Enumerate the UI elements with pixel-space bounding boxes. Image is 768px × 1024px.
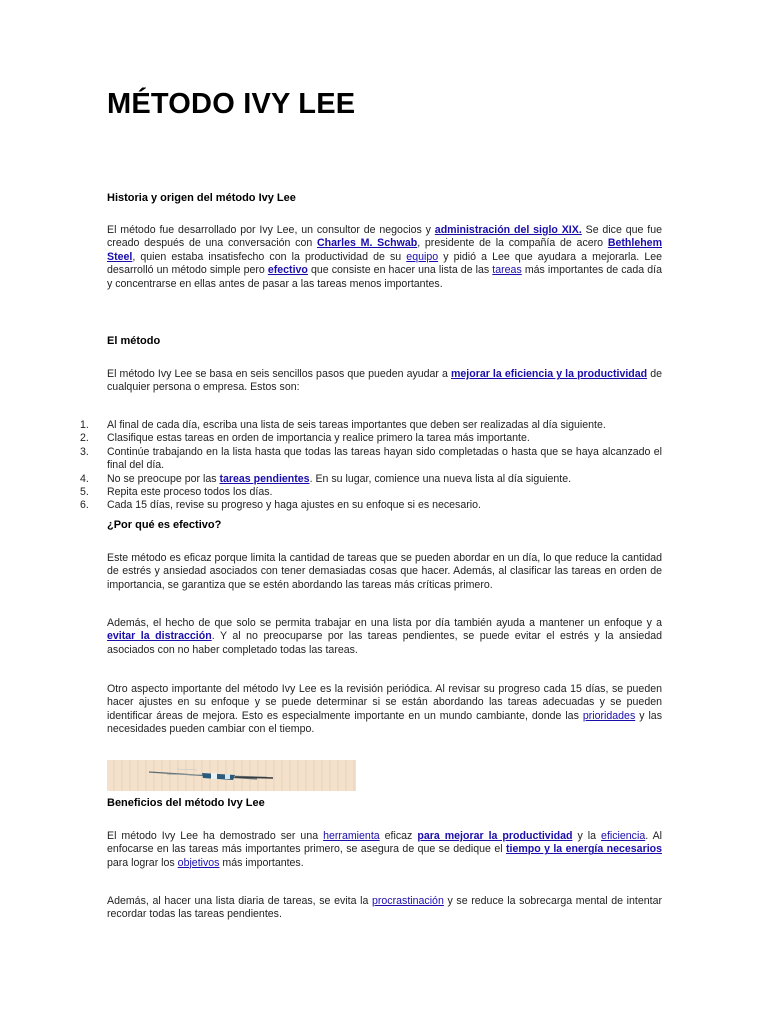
link-herramienta[interactable]: herramienta [323,830,380,842]
list-item: 4. No se preocupe por las tareas pendientes. En su lugar, comience una nueva lista al día siguiente. [80,472,572,485]
link-prioridades[interactable]: prioridades [582,709,636,722]
link-equipo[interactable]: equipo [406,250,439,263]
link-mejorar-productividad[interactable]: para mejorar la productividad [417,830,573,842]
paragraph-revision: Otro aspecto importante del método Ivy Lee es la revisión periódica. Al revisar su progreso cada 15 días, se pueden hacer ajustes en su enfoque y se puede determinar si se están abordando las tareas adecuadas y se pueden identificar áreas de mejora. Esto es especialmente importante en un mundo cambiante, donde las prioridades y las necesidades pueden cambiar con el tiempo. [107,683,662,736]
link-tareas[interactable]: tareas [492,264,522,277]
heading-por-que: ¿Por qué es efectivo? [107,519,222,531]
list-item: 1. Al final de cada día, escriba una lista de seis tareas importantes que deben ser realizadas al día siguiente. [80,419,606,431]
link-efectivo[interactable]: efectivo [267,264,308,277]
heading-beneficios: Beneficios del método Ivy Lee [107,797,265,809]
link-tareas-pendientes[interactable]: tareas pendientes [219,472,310,485]
paragraph-metodo: El método Ivy Lee se basa en seis sencillos pasos que pueden ayudar a mejorar la eficiencia y la productividad de cualquier persona o empresa. Estos son: [107,368,662,394]
link-eficiencia[interactable]: eficiencia [601,830,646,842]
link-bethlehem-steel[interactable]: Bethlehem Steel [107,237,662,263]
link-mejorar-eficiencia[interactable]: mejorar la eficiencia y la productividad [451,368,648,380]
paragraph-procrastinacion: Además, al hacer una lista diaria de tareas, se evita la procrastinación y se reduce la sobrecarga mental de intentar recordar todas las tareas pendientes. [107,895,662,921]
heading-el-metodo: El método [107,335,161,347]
link-procrastinacion[interactable]: procrastinación [372,895,444,907]
paragraph-enfoque: Además, el hecho de que solo se permita trabajar en una lista por día también ayuda a mantener un enfoque y a evitar la distracción. Y al no preocuparse por las tareas pendientes, se puede evitar el estrés y la ansiedad asociados con no haber completado todas las tareas. [107,617,662,656]
pen-illustration [107,760,356,791]
paragraph-beneficios: El método Ivy Lee ha demostrado ser una herramienta eficaz para mejorar la productividad y la eficiencia. Al enfocarse en las tareas más importantes primero, se asegura de que se dedique el tiempo y la energía necesarios para lograr los objetivos más importantes. [107,830,663,869]
link-charles-schwab[interactable]: Charles M. Schwab [317,237,418,250]
link-tiempo-energia[interactable]: tiempo y la energía necesarios [505,843,662,856]
link-evitar-distraccion[interactable]: evitar la distracción [107,630,212,643]
link-administracion[interactable]: administración del siglo XIX. [434,224,582,236]
steps-list [80,419,662,513]
list-item: 5. Repita este proceso todos los días. [80,486,273,499]
paragraph-historia: El método fue desarrollado por Ivy Lee, un consultor de negocios y administración del siglo XIX. Se dice que fue creado después de una conversación con Charles M. Schwab, presidente de la compañía de acero Bethlehem Steel, quien estaba insatisfecho con la productividad de su equipo y pidió a Lee que ayudara a mejorarla. Lee desarrolló un método simple pero efectivo que consiste en hacer una lista de las tareas más importantes de cada día y concentrarse en ellas antes de pasar a las tareas menos importantes. [107,224,663,290]
heading-historia: Historia y origen del método Ivy Lee [107,192,296,204]
page-title: MÉTODO IVY LEE [107,88,356,120]
banner-image [107,760,356,791]
link-objetivos[interactable]: objetivos [177,856,220,869]
list-item: 3. Continúe trabajando en la lista hasta que todas las tareas hayan sido completadas o hasta que se haya alcanzado el final del día. [80,445,662,472]
list-item: 6. Cada 15 días, revise su progreso y haga ajustes en su enfoque si es necesario. [80,499,481,512]
paragraph-eficaz: Este método es eficaz porque limita la cantidad de tareas que se pueden abordar en un día, lo que reduce la cantidad de estrés y ansiedad asociados con tener demasiadas cosas que hacer. Además, al clasificar las tareas en orden de importancia, se garantiza que se estén abordando las tareas más críticas primero. [107,552,662,591]
list-item: 2. Clasifique estas tareas en orden de importancia y realice primero la tarea más importante. [80,432,530,445]
